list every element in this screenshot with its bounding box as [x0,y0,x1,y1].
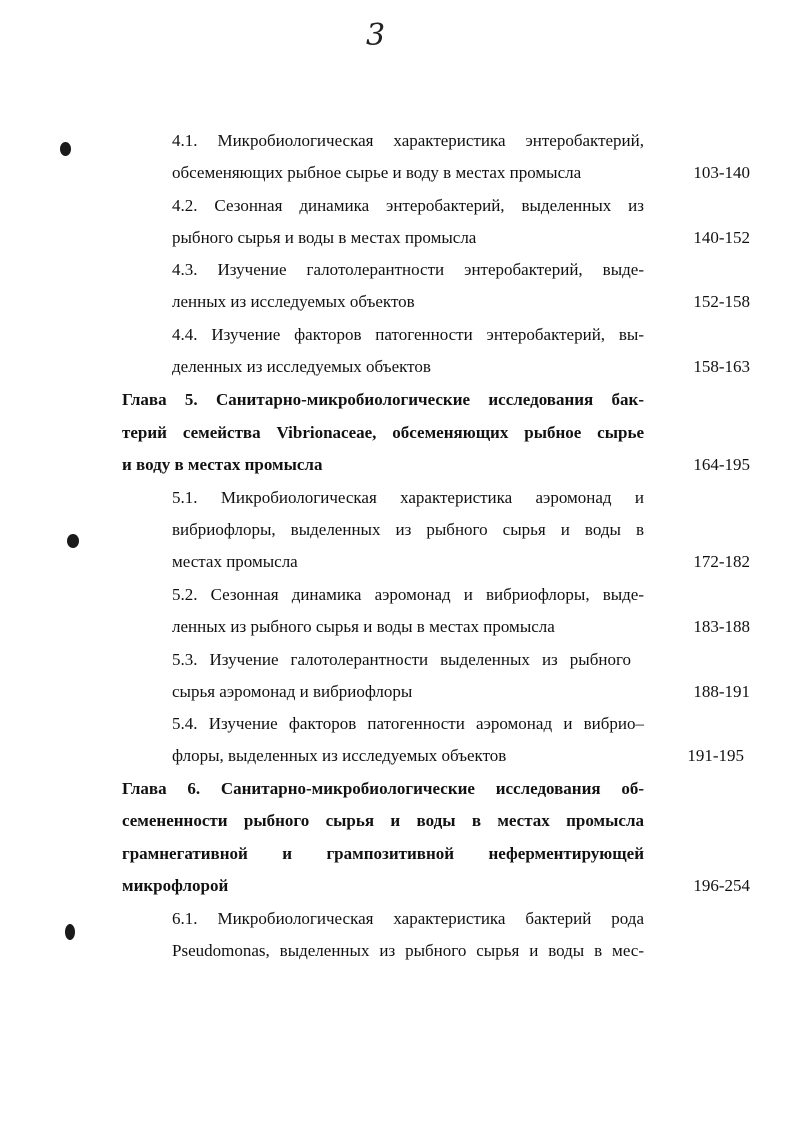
toc-entry-6-1-line-1: 6.1. Микробиологическая характеристика бактерий рода [172,909,644,928]
toc-entry-5-1-pages: 172-182 [693,552,750,571]
toc-chapter-6-line-1: Глава 6. Санитарно-микробиологические исследования об- [122,779,644,798]
toc-chapter-6-line-3: грамнегативной и грампозитивной неферментирующей [122,844,644,863]
toc-entry-5-4-pages: 191-195 [687,746,744,765]
toc-entry-4-2-line-2: рыбного сырья и воды в местах промысла [172,228,477,247]
toc-entry-4-3-line-1: 4.3. Изучение галотолерантности энтеробактерий, выде- [172,260,644,279]
toc-chapter-5-line-3: и воду в местах промысла [122,455,323,474]
toc-entry-5-2-pages: 183-188 [693,617,750,636]
toc-entry-5-1-line-3: местах промысла [172,552,298,571]
binder-hole-mark [67,534,79,548]
toc-entry-6-1-line-2: Pseudomonas, выделенных из рыбного сырья и воды в мес- [172,941,644,960]
toc-entry-5-4-line-2: флоры, выделенных из исследуемых объектов [172,746,507,765]
binder-hole-mark [65,924,75,940]
toc-chapter-5-pages: 164-195 [693,455,750,474]
toc-entry-4-1-pages: 103-140 [693,163,750,182]
toc-chapter-6-line-2: семененности рыбного сырья и воды в местах промысла [122,811,644,830]
binder-hole-mark [60,142,71,156]
toc-chapter-5-line-1: Глава 5. Санитарно-микробиологические исследования бак- [122,390,644,409]
toc-entry-4-4-line-1: 4.4. Изучение факторов патогенности энтеробактерий, вы- [172,325,644,344]
page-number: 3 [366,18,386,53]
toc-chapter-5-line-2: терий семейства Vibrionaceae, обсеменяющих рыбное сырье [122,423,644,442]
toc-entry-5-3-line-2: сырья аэромонад и вибриофлоры [172,682,413,701]
toc-entry-5-3-line-1: 5.3. Изучение галотолерантности выделенных из рыбного [172,650,631,669]
toc-chapter-6-pages: 196-254 [693,876,750,895]
toc-entry-4-3-pages: 152-158 [693,292,750,311]
toc-entry-4-1-line-1: 4.1. Микробиологическая характеристика энтеробактерий, [172,131,644,150]
toc-entry-4-2-pages: 140-152 [693,228,750,247]
toc-entry-4-1-line-2: обсеменяющих рыбное сырье и воду в местах промысла [172,163,582,182]
toc-entry-5-2-line-1: 5.2. Сезонная динамика аэромонад и вибриофлоры, выде- [172,585,644,604]
toc-entry-4-4-line-2: деленных из исследуемых объектов [172,357,431,376]
toc-entry-4-3-line-2: ленных из исследуемых объектов [172,292,415,311]
toc-entry-4-4-pages: 158-163 [693,357,750,376]
toc-entry-4-2-line-1: 4.2. Сезонная динамика энтеробактерий, выделенных из [172,196,644,215]
toc-entry-5-2-line-2: ленных из рыбного сырья и воды в местах промысла [172,617,555,636]
toc-entry-5-4-line-1: 5.4. Изучение факторов патогенности аэромонад и вибрио– [172,714,644,733]
toc-entry-5-1-line-1: 5.1. Микробиологическая характеристика аэромонад и [172,488,644,507]
toc-chapter-6-line-4: микрофлорой [122,876,229,895]
toc-entry-5-1-line-2: вибриофлоры, выделенных из рыбного сырья и воды в [172,520,644,539]
toc-entry-5-3-pages: 188-191 [693,682,750,701]
